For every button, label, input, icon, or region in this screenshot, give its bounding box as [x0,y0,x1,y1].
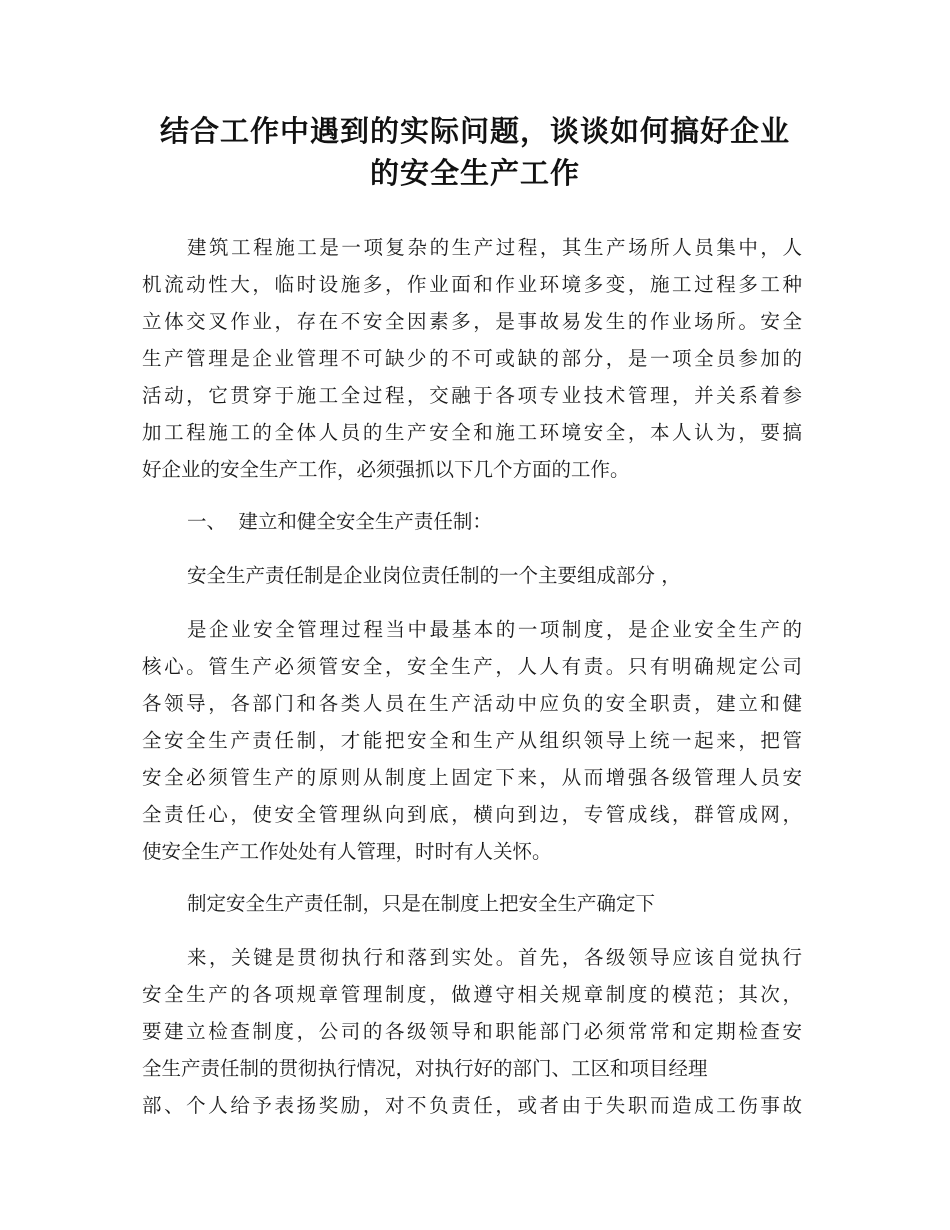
paragraph-3-line-3: 各领导，各部门和各类人员在生产活动中应负的安全职责，建立和健 [142,692,802,715]
paragraph-3-line-7: 使安全生产工作处处有人管理，时时有人关怀。 [142,840,552,863]
paragraph-5-line-1: 来，关键是贯彻执行和落到实处。首先，各级领导应该自觉执行 [187,946,802,969]
document-title-line-2: 的安全生产工作 [369,156,580,190]
paragraph-3-line-1: 是企业安全管理过程当中最基本的一项制度，是企业安全生产的 [187,618,802,641]
section-heading-1: 一、 建立和健全安全生产责任制： [187,510,492,533]
paragraph-5-line-5: 部、个人给予表扬奖励，对不负责任，或者由于失职而造成工伤事故 [142,1094,802,1117]
paragraph-1-line-7: 好企业的安全生产工作，必须强抓以下几个方面的工作。 [142,458,630,481]
paragraph-5-line-3: 要建立检查制度，公司的各级领导和职能部门必须常常和定期检查安 [142,1020,802,1043]
paragraph-3-line-2: 核心。管生产必须管安全，安全生产，人人有责。只有明确规定公司 [142,655,802,678]
paragraph-1-line-1: 建筑工程施工是一项复杂的生产过程，其生产场所人员集中，人 [187,236,802,259]
paragraph-3-line-6: 全责任心，使安全管理纵向到底，横向到边，专管成线，群管成网， [142,803,802,826]
paragraph-1-line-5: 活动，它贯穿于施工全过程，交融于各项专业技术管理，并关系着参 [142,384,802,407]
paragraph-1-line-6: 加工程施工的全体人员的生产安全和施工环境安全，本人认为，要搞 [142,421,802,444]
paragraph-3-line-4: 全安全生产责任制，才能把安全和生产从组织领导上统一起来，把管 [142,729,802,752]
paragraph-2-line-1: 安全生产责任制是企业岗位责任制的一个主要组成部分 ， [187,564,681,587]
paragraph-5-line-2: 安全生产的各项规章管理制度，做遵守相关规章制度的模范；其次， [142,983,802,1006]
paragraph-3-line-5: 安全必须管生产的原则从制度上固定下来，从而增强各级管理人员安 [142,766,802,789]
document-title-line-1: 结合工作中遇到的实际问题，谈谈如何搞好企业 [159,114,790,148]
paragraph-1-line-2: 机流动性大，临时设施多，作业面和作业环境多变，施工过程多工种 [142,273,802,296]
paragraph-5-line-4: 全生产责任制的贯彻执行情况，对执行好的部门、工区和项目经理 [142,1057,708,1080]
paragraph-1-line-4: 生产管理是企业管理不可缺少的不可或缺的部分，是一项全员参加的 [142,347,802,370]
paragraph-4-line-1: 制定安全生产责任制，只是在制度上把安全生产确定下 [187,892,656,915]
paragraph-1-line-3: 立体交叉作业，存在不安全因素多，是事故易发生的作业场所。安全 [142,310,802,333]
